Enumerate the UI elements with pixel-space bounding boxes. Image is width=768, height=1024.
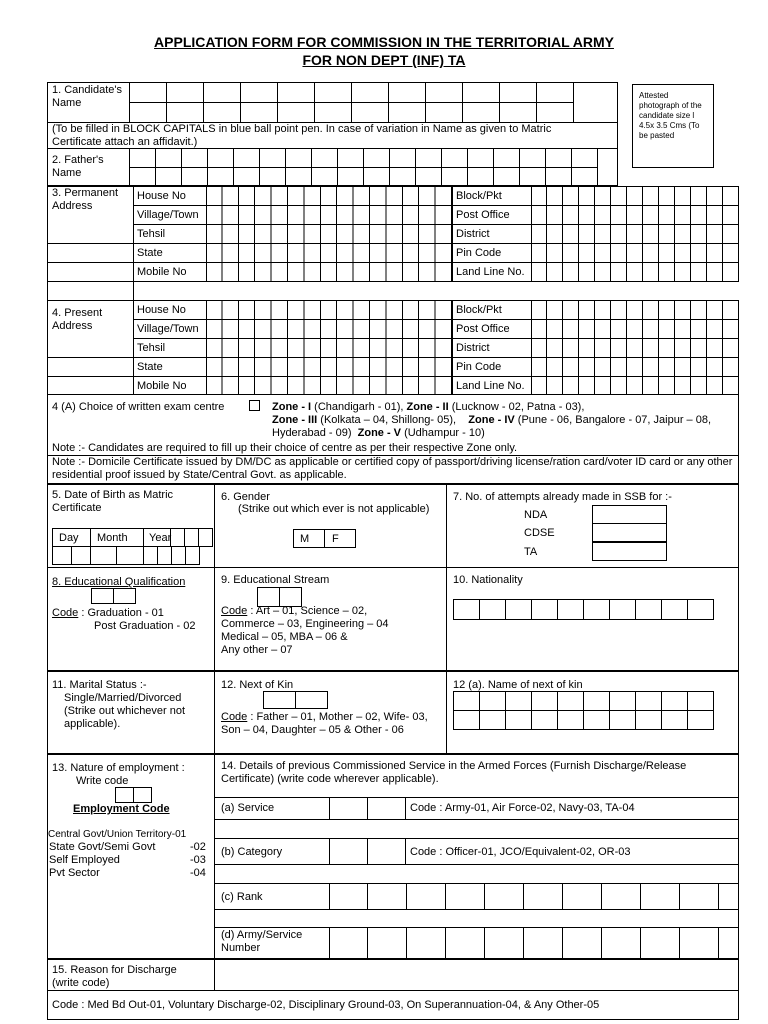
previous-service-label: 14. Details of previous Commissioned Service in the Armed Forces (Furnish Discharge/Release Certificate) (write code wherever applicable). — [221, 760, 687, 785]
candidate-name-row1[interactable] — [130, 82, 574, 103]
ssb-attempts-label: 7. No. of attempts already made in SSB for :- — [453, 491, 672, 503]
candidate-name-row2[interactable] — [130, 102, 574, 123]
rank-cells[interactable] — [329, 883, 739, 909]
permanent-address-label: 3. Permanent Address — [52, 187, 119, 212]
stream-code-line2: Commerce – 03, Engineering – 04 — [221, 618, 389, 630]
pres-village-label: Village/Town — [137, 323, 199, 335]
dob-cells[interactable] — [53, 546, 200, 565]
exam-zones-line3: Hyderabad - 09) Zone - V (Udhampur - 10) — [272, 427, 485, 439]
employment-code-state-value: -02 — [190, 841, 206, 853]
exam-zones-line2: Zone - III (Kolkata – 04, Shillong- 05), Zone - IV (Pune - 06, Bangalore - 07, Jaipur – 08, — [272, 414, 712, 426]
kin-name-row1[interactable] — [454, 691, 714, 711]
stream-code-input[interactable] — [258, 587, 302, 607]
perm-pin-label: Pin Code — [456, 247, 502, 259]
employment-code-self-value: -03 — [190, 854, 206, 866]
perm-mobile-label: Mobile No — [137, 266, 187, 278]
exam-centre-checkbox[interactable] — [249, 400, 260, 411]
gender-note: (Strike out which ever is not applicable) — [238, 503, 430, 515]
marital-status-options: Single/Married/Divorced — [64, 692, 182, 704]
stream-code-line4: Any other – 07 — [221, 644, 293, 656]
education-label: 8. Educational Qualification — [52, 576, 186, 588]
next-of-kin-label: 12. Next of Kin — [221, 679, 294, 691]
service-label: (a) Service — [221, 802, 275, 814]
category-codes: Code : Officer-01, JCO/Equivalent-02, OR-03 — [410, 846, 631, 858]
exam-zones-line1: Zone - I (Chandigarh - 01), Zone - II (Lucknow - 02, Patna - 03), — [272, 401, 585, 413]
discharge-reason-write-code: (write code) — [52, 977, 110, 989]
education-code-line2: Post Graduation - 02 — [94, 620, 196, 632]
service-codes: Code : Army-01, Air Force-02, Navy-03, TA-04 — [410, 802, 635, 814]
pres-tehsil-label: Tehsil — [137, 342, 166, 354]
pres-district-label: District — [456, 342, 490, 354]
gender-m[interactable]: M — [300, 533, 310, 545]
candidate-name-label: 1. Candidate's Name — [52, 84, 122, 109]
education-code-line1: Code : Graduation - 01 — [52, 607, 164, 619]
discharge-reason-codes: Code : Med Bd Out-01, Voluntary Discharge-02, Disciplinary Ground-03, On Superannuation-04, & Any Other-05 — [52, 999, 600, 1011]
pres-post-office-label: Post Office — [456, 323, 510, 335]
kin-name-row2[interactable] — [454, 710, 714, 730]
ssb-ta-input[interactable] — [592, 542, 667, 561]
dob-label: 5. Date of Birth as Matric Certificate — [52, 489, 174, 514]
employment-code-self: Self Employed — [49, 854, 120, 866]
ssb-ta-label: TA — [524, 546, 538, 558]
education-code-input[interactable] — [92, 588, 136, 604]
pres-pin-label: Pin Code — [456, 361, 502, 373]
employment-code-state: State Govt/Semi Govt — [49, 841, 156, 853]
stream-label: 9. Educational Stream — [221, 574, 330, 586]
gender-label: 6. Gender — [221, 491, 270, 503]
pres-landline-label: Land Line No. — [456, 380, 525, 392]
gender-f[interactable]: F — [332, 533, 339, 545]
dob-month-label: Month — [97, 532, 128, 544]
dob-fields[interactable] — [53, 528, 213, 547]
nationality-label: 10. Nationality — [453, 574, 523, 586]
next-of-kin-code-line2: Son – 04, Daughter – 05 & Other - 06 — [221, 724, 404, 736]
perm-house-no-label: House No — [137, 190, 186, 202]
perm-block-label: Block/Pkt — [456, 190, 502, 202]
photo-box — [632, 84, 714, 168]
employment-code-private-value: -04 — [190, 867, 206, 879]
ssb-cdse-input[interactable] — [592, 523, 667, 542]
employment-label: 13. Nature of employment : — [52, 762, 185, 774]
service-number-cells[interactable] — [329, 927, 739, 959]
marital-status-label: 11. Marital Status :- — [52, 679, 147, 691]
stream-code-line1: Code : Art – 01, Science – 02, — [221, 605, 368, 617]
employment-write-code: Write code — [76, 775, 129, 787]
kin-name-label: 12 (a). Name of next of kin — [453, 679, 583, 691]
next-of-kin-code-input[interactable] — [264, 691, 328, 709]
perm-tehsil-label: Tehsil — [137, 228, 166, 240]
form-title-line1: APPLICATION FORM FOR COMMISSION IN THE TERRITORIAL ARMY — [154, 34, 614, 50]
photo-box-text: Attested photograph of the candidate size l 4.5x 3.5 Cms (To be pasted — [639, 91, 702, 140]
perm-state-label: State — [137, 247, 163, 259]
category-label: (b) Category — [221, 846, 283, 858]
pres-state-label: State — [137, 361, 163, 373]
perm-post-office-label: Post Office — [456, 209, 510, 221]
dob-day-label: Day — [59, 532, 79, 544]
exam-centre-label: 4 (A) Choice of written exam centre — [52, 401, 225, 413]
candidate-name-note: (To be filled in BLOCK CAPITALS in blue ball point pen. In case of variation in Name as given to Matric Certificate attach an affidavit.) — [52, 123, 552, 148]
rank-label: (c) Rank — [221, 891, 263, 903]
father-name-row2[interactable] — [130, 167, 598, 187]
employment-code-heading: Employment Code — [73, 803, 170, 815]
nationality-input[interactable] — [454, 599, 714, 620]
present-address-label: 4. Present Address — [52, 307, 103, 332]
exam-centre-note1: Note :- Candidates are required to fill up their choice of centre as per their respective Zone only. — [52, 442, 518, 454]
employment-code-central: Central Govt/Union Territory-01 — [48, 829, 187, 840]
pres-block-label: Block/Pkt — [456, 304, 502, 316]
ssb-nda-input[interactable] — [592, 505, 667, 524]
form-title-line2: FOR NON DEPT (INF) TA — [302, 52, 466, 68]
employment-code-input[interactable] — [116, 787, 152, 803]
perm-district-label: District — [456, 228, 490, 240]
perm-village-label: Village/Town — [137, 209, 199, 221]
employment-code-private: Pvt Sector — [49, 867, 100, 879]
domicile-note: Note :- Domicile Certificate issued by DM/DC as applicable or certified copy of passport/driving license/ration card/voter ID card or any other residential proof issued by State/Central Govt. as applicable. — [52, 456, 733, 481]
pres-mobile-label: Mobile No — [137, 380, 187, 392]
marital-status-note1: (Strike out whichever not — [64, 705, 186, 717]
perm-landline-label: Land Line No. — [456, 266, 525, 278]
gender-options[interactable] — [294, 529, 356, 548]
dob-year-label: Year — [149, 532, 172, 544]
service-number-label1: (d) Army/Service — [221, 929, 303, 941]
father-name-row1[interactable] — [130, 148, 598, 168]
next-of-kin-code-line1: Code : Father – 01, Mother – 02, Wife- 03, — [221, 711, 428, 723]
ssb-nda-label: NDA — [524, 509, 548, 521]
service-number-label2: Number — [221, 942, 261, 954]
pres-house-no-label: House No — [137, 304, 186, 316]
stream-code-line3: Medical – 05, MBA – 06 & — [221, 631, 348, 643]
marital-status-note2: applicable). — [64, 718, 121, 730]
father-name-label: 2. Father's Name — [52, 154, 104, 179]
ssb-cdse-label: CDSE — [524, 527, 555, 539]
discharge-reason-label: 15. Reason for Discharge — [52, 964, 177, 976]
